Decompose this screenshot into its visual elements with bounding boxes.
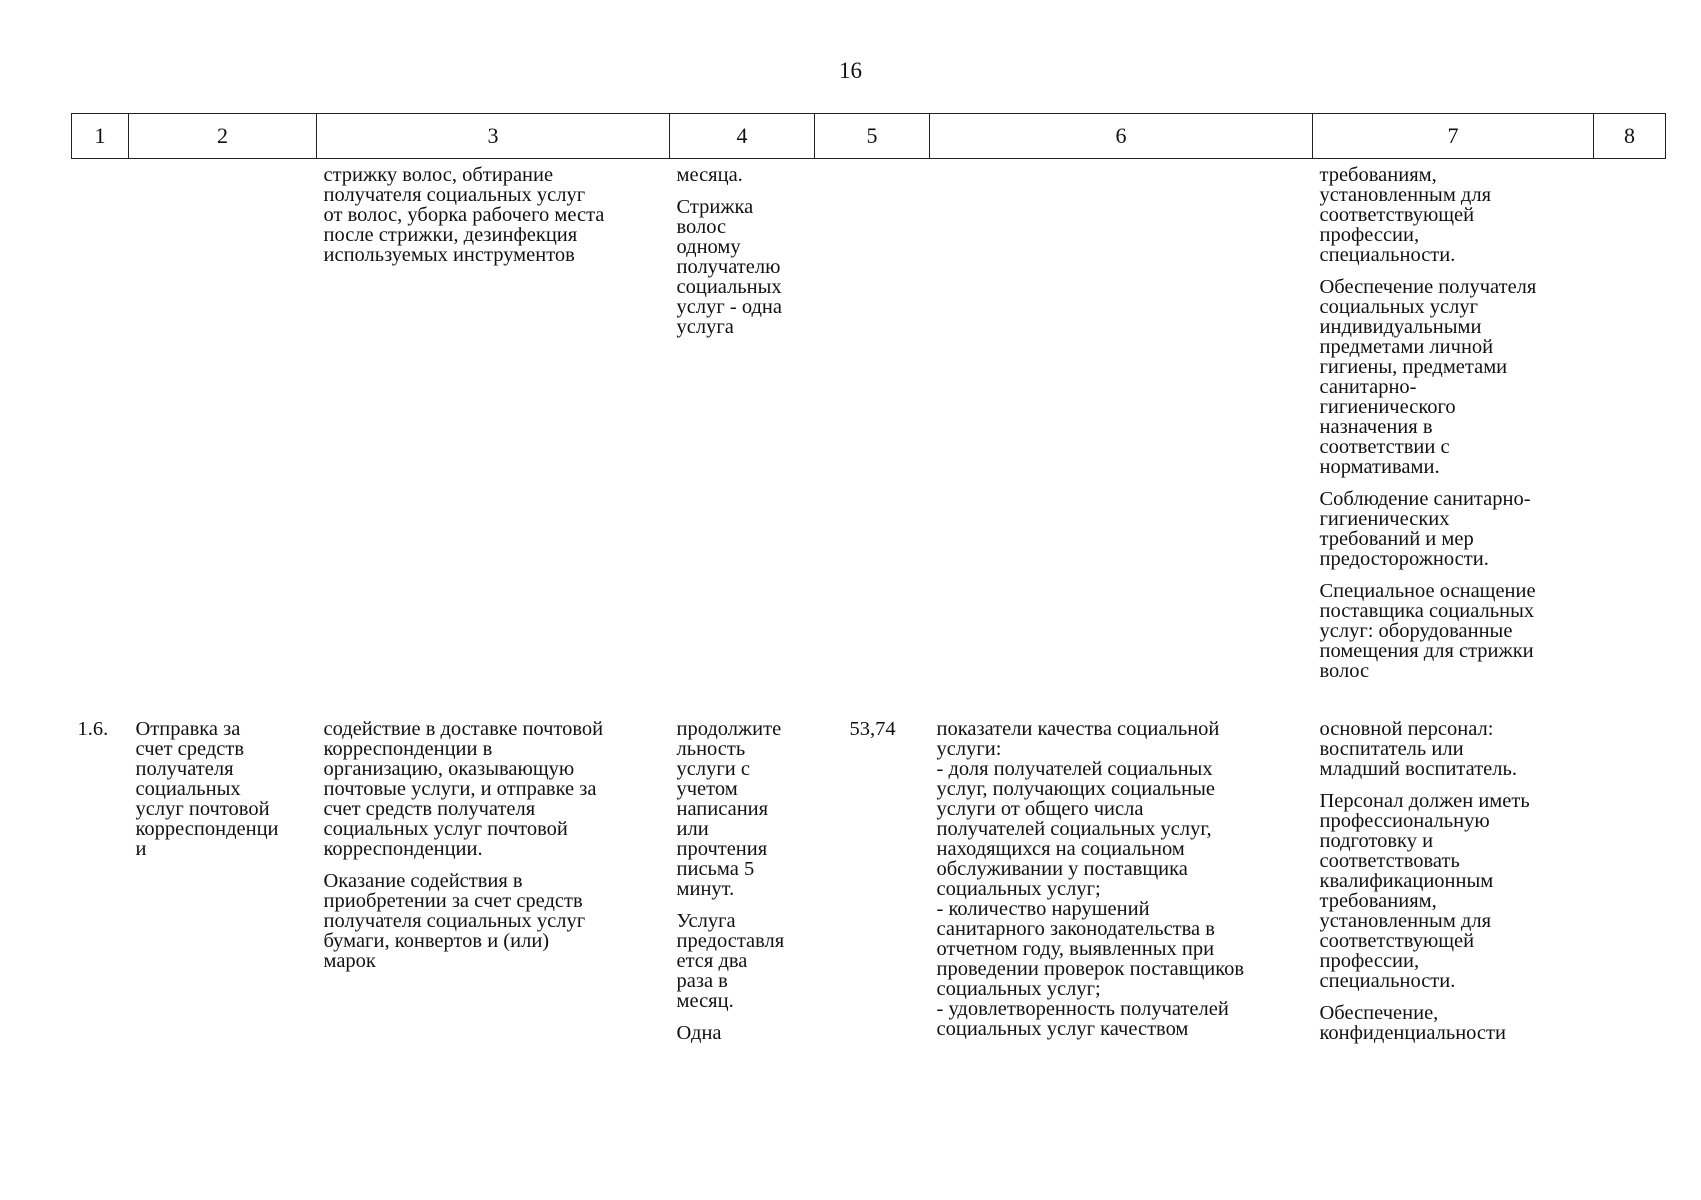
header-col-1: 1 — [72, 114, 129, 159]
header-col-7: 7 — [1313, 114, 1594, 159]
col8-cell — [1594, 159, 1666, 714]
timing-text: продолжите льность услуги с учетом написания или прочтения письма 5 минут. — [676, 718, 782, 900]
header-col-8: 8 — [1594, 114, 1666, 159]
service-timing-cell — [670, 713, 815, 1043]
conditions-text: требованиям, установленным для соответствующей профессии, специальности. — [1319, 164, 1492, 266]
conditions-text: Персонал должен иметь профессиональную подготовку и соответствовать квалификационным требованиям, установленным для соответствующей профессии, специальности. — [1319, 790, 1530, 992]
header-col-5: 5 — [815, 114, 930, 159]
header-col-6: 6 — [930, 114, 1313, 159]
description-text: Оказание содействия в приобретении за счет средств получателя социальных услуг бумаги, конвертов и (или) марок — [323, 870, 586, 972]
table-row — [72, 159, 1666, 714]
price-cell — [815, 159, 930, 714]
services-table — [71, 113, 1666, 1043]
header-col-3: 3 — [317, 114, 670, 159]
quality-text: показатели качества социальной услуги: - доля получателей социальных услуг, получающих социальные услуги от общего числа получателей социальных услуг, находящихся на социальном обслуживании у поставщика социальных услуг; - количество нарушений санитарного законодательства в отчетном году, выявленных при проведении проверок поставщиков социальных услуг; - удовлетворенность получателей социальных услуг качеством — [936, 718, 1245, 1040]
col8-cell — [1594, 713, 1666, 1043]
conditions-text: Специальное оснащение поставщика социальных услуг: оборудованные помещения для стрижки волос — [1319, 580, 1536, 682]
timing-text: Стрижка волос одному получателю социальных услуг - одна услуга — [676, 196, 782, 338]
conditions-cell — [1313, 713, 1594, 1043]
header-col-4: 4 — [670, 114, 815, 159]
service-description-cell — [317, 159, 670, 714]
price-cell: 53,74 — [849, 718, 896, 740]
service-description-cell — [317, 713, 670, 1043]
page-number: 16 — [839, 58, 862, 83]
table-row — [72, 713, 1666, 1043]
description-text: содействие в доставке почтовой корреспонденции в организацию, оказывающую почтовые услуги, и отправке за счет средств получателя социальных услуг почтовой корреспонденции. — [323, 718, 604, 860]
description-text: стрижку волос, обтирание получателя социальных услуг от волос, уборка рабочего места после стрижки, дезинфекция используемых инструментов — [323, 164, 605, 266]
conditions-cell — [1313, 159, 1594, 714]
service-timing-cell — [670, 159, 815, 714]
row-number: 1.6. — [77, 718, 109, 740]
conditions-text: Соблюдение санитарно- гигиенических требований и мер предосторожности. — [1319, 488, 1531, 570]
service-name-cell — [129, 159, 317, 714]
service-name-cell — [129, 713, 317, 1043]
timing-text: Услуга предоставля ется два раза в месяц. — [676, 910, 785, 1012]
quality-indicators-cell — [930, 713, 1313, 1043]
timing-text: Одна — [676, 1022, 722, 1044]
table-header-row — [72, 114, 1666, 159]
row-number — [72, 159, 129, 714]
timing-text: месяца. — [676, 164, 743, 186]
conditions-text: Обеспечение, конфиденциальности — [1319, 1002, 1506, 1044]
quality-indicators-cell — [930, 159, 1313, 714]
conditions-text: основной персонал: воспитатель или младший воспитатель. — [1319, 718, 1517, 780]
header-col-2: 2 — [129, 114, 317, 159]
service-name-text: Отправка за счет средств получателя социальных услуг почтовой корреспонденци и — [135, 718, 279, 860]
conditions-text: Обеспечение получателя социальных услуг индивидуальными предметами личной гигиены, предметами санитарно- гигиенического назначения в соответствии с нормативами. — [1319, 276, 1537, 478]
